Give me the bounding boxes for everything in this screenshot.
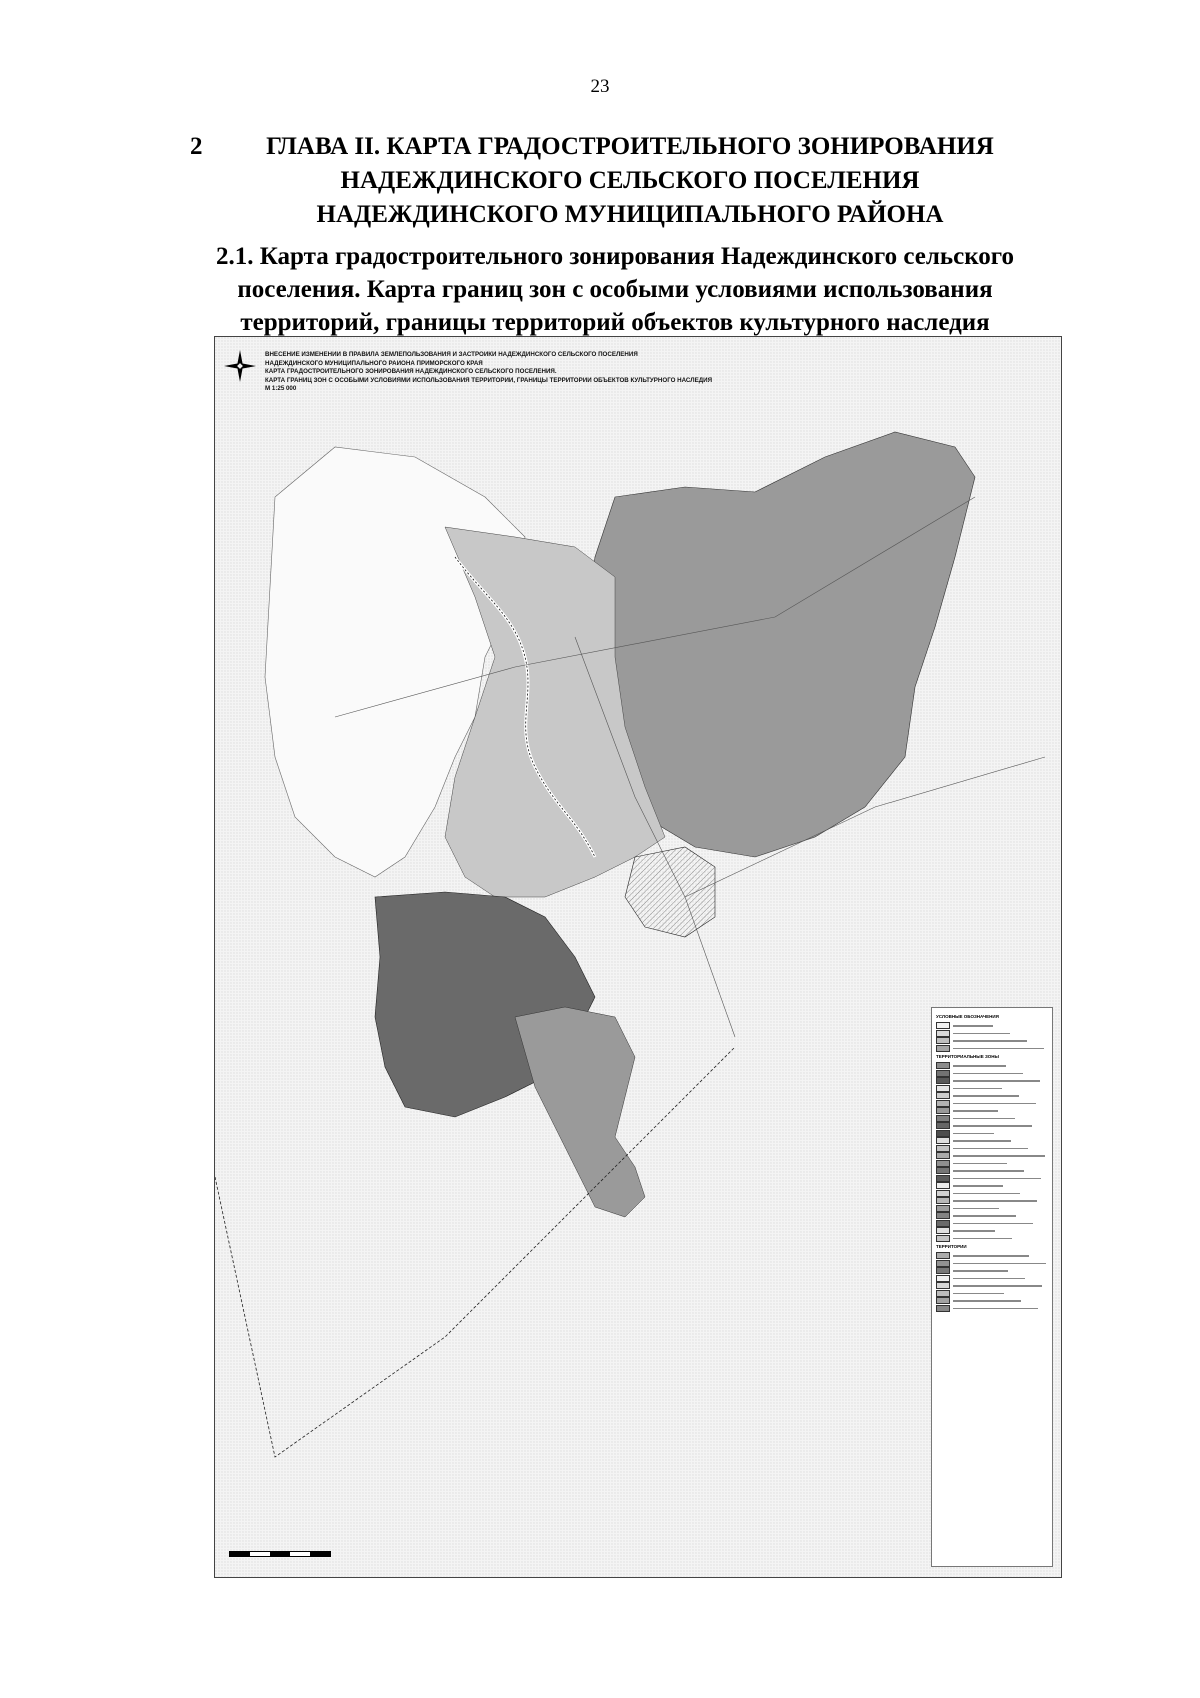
legend-item <box>936 1205 1048 1213</box>
legend-swatch <box>936 1137 950 1144</box>
legend-swatch <box>936 1167 950 1174</box>
legend-label-placeholder <box>953 1193 1020 1195</box>
legend-item <box>936 1297 1048 1305</box>
legend-item <box>936 1145 1048 1153</box>
section-heading <box>150 240 1080 339</box>
legend-heading: ТЕРРИТОРИИ <box>936 1244 967 1249</box>
legend-swatch <box>936 1062 950 1069</box>
legend-swatch <box>936 1282 950 1289</box>
legend-label-placeholder <box>953 1125 1032 1127</box>
legend-label-placeholder <box>953 1223 1033 1225</box>
legend-label-placeholder <box>953 1080 1040 1082</box>
legend-label-placeholder <box>953 1278 1025 1280</box>
legend-item <box>936 1045 1048 1053</box>
legend-swatch <box>936 1260 950 1267</box>
legend-item <box>936 1167 1048 1175</box>
legend-heading: ТЕРРИТОРИАЛЬНЫЕ ЗОНЫ <box>936 1054 999 1059</box>
legend-item <box>936 1085 1048 1093</box>
legend-swatch <box>936 1305 950 1312</box>
legend-swatch <box>936 1130 950 1137</box>
legend-swatch <box>936 1022 950 1029</box>
scale-bar <box>229 1547 329 1569</box>
legend-swatch <box>936 1212 950 1219</box>
legend-swatch <box>936 1227 950 1234</box>
legend-label-placeholder <box>953 1185 1003 1187</box>
legend-label-placeholder <box>953 1133 994 1135</box>
legend-item <box>936 1260 1048 1268</box>
legend-item <box>936 1115 1048 1123</box>
legend-swatch <box>936 1275 950 1282</box>
chapter-number: 2 <box>190 133 203 160</box>
legend-item <box>936 1077 1048 1085</box>
legend-swatch <box>936 1100 950 1107</box>
legend-item <box>936 1030 1048 1038</box>
map-title-line: ВНЕСЕНИЕ ИЗМЕНЕНИЙ В ПРАВИЛА ЗЕМЛЕПОЛЬЗОВАНИЯ И ЗАСТРОЙКИ НАДЕЖДИНСКОГО СЕЛЬСКОГО ПОСЕЛЕНИЯ <box>265 351 638 358</box>
legend-swatch <box>936 1197 950 1204</box>
map-title-line: КАРТА ГРАНИЦ ЗОН С ОСОБЫМИ УСЛОВИЯМИ ИСПОЛЬЗОВАНИЯ ТЕРРИТОРИЙ, ГРАНИЦЫ ТЕРРИТОРИЙ ОБЪЕКТОВ КУЛЬТУРНОГО НАСЛЕДИЯ <box>265 376 713 384</box>
legend-item <box>936 1100 1048 1108</box>
legend-swatch <box>936 1205 950 1212</box>
legend-swatch <box>936 1122 950 1129</box>
section-title-line: 2.1. Карта градостроительного зонирования Надеждинского сельского <box>216 243 1014 270</box>
zoning-map <box>214 336 1062 1578</box>
legend-swatch <box>936 1077 950 1084</box>
legend-label-placeholder <box>953 1308 1038 1310</box>
legend-item <box>936 1037 1048 1045</box>
chapter-title-line: НАДЕЖДИНСКОГО СЕЛЬСКОГО ПОСЕЛЕНИЯ <box>340 167 920 194</box>
legend-swatch <box>936 1297 950 1304</box>
legend-label-placeholder <box>953 1155 1045 1157</box>
legend-label-placeholder <box>953 1048 1044 1050</box>
legend-label-placeholder <box>953 1255 1029 1257</box>
legend-item <box>936 1282 1048 1290</box>
map-legend <box>931 1007 1053 1567</box>
legend-swatch <box>936 1220 950 1227</box>
legend-label-placeholder <box>953 1140 1011 1142</box>
legend-swatch <box>936 1175 950 1182</box>
legend-label-placeholder <box>953 1285 1042 1287</box>
legend-group <box>936 1062 1048 1242</box>
legend-label-placeholder <box>953 1163 1007 1165</box>
legend-label-placeholder <box>953 1073 1023 1075</box>
legend-item <box>936 1062 1048 1070</box>
legend-label-placeholder <box>953 1110 998 1112</box>
legend-swatch <box>936 1152 950 1159</box>
legend-label-placeholder <box>953 1033 1010 1035</box>
legend-item <box>936 1227 1048 1235</box>
legend-label-placeholder <box>953 1293 1004 1295</box>
legend-group <box>936 1252 1048 1312</box>
legend-swatch <box>936 1030 950 1037</box>
legend-swatch <box>936 1092 950 1099</box>
legend-item <box>936 1252 1048 1260</box>
legend-item <box>936 1305 1048 1313</box>
legend-swatch <box>936 1107 950 1114</box>
legend-label-placeholder <box>953 1103 1036 1105</box>
chapter-title-line: НАДЕЖДИНСКОГО МУНИЦИПАЛЬНОГО РАЙОНА <box>316 201 944 228</box>
legend-label-placeholder <box>953 1148 1028 1150</box>
scale-bar-graphic <box>229 1551 331 1557</box>
legend-label-placeholder <box>953 1095 1019 1097</box>
legend-swatch <box>936 1085 950 1092</box>
section-title-line: территорий, границы территорий объектов культурного наследия <box>240 309 990 336</box>
legend-item <box>936 1197 1048 1205</box>
legend-label-placeholder <box>953 1215 1016 1217</box>
legend-item <box>936 1182 1048 1190</box>
legend-swatch <box>936 1037 950 1044</box>
legend-label-placeholder <box>953 1230 995 1232</box>
page-number: 23 <box>590 76 610 97</box>
legend-swatch <box>936 1190 950 1197</box>
map-title-line: М 1:25 000 <box>265 385 297 392</box>
legend-swatch <box>936 1235 950 1242</box>
legend-item <box>936 1212 1048 1220</box>
legend-swatch <box>936 1182 950 1189</box>
legend-item <box>936 1092 1048 1100</box>
legend-label-placeholder <box>953 1208 999 1210</box>
legend-label-placeholder <box>953 1025 993 1027</box>
north-arrow-icon <box>223 349 257 383</box>
legend-swatch <box>936 1267 950 1274</box>
legend-swatch <box>936 1115 950 1122</box>
legend-item <box>936 1290 1048 1298</box>
chapter-title-line: ГЛАВА II. КАРТА ГРАДОСТРОИТЕЛЬНОГО ЗОНИРОВАНИЯ <box>266 133 994 160</box>
legend-item <box>936 1122 1048 1130</box>
legend-label-placeholder <box>953 1040 1027 1042</box>
legend-swatch <box>936 1145 950 1152</box>
legend-label-placeholder <box>953 1200 1037 1202</box>
legend-group <box>936 1022 1048 1052</box>
legend-label-placeholder <box>953 1065 1006 1067</box>
legend-item <box>936 1275 1048 1283</box>
legend-label-placeholder <box>953 1178 1041 1180</box>
legend-item <box>936 1220 1048 1228</box>
map-title-line: КАРТА ГРАДОСТРОИТЕЛЬНОГО ЗОНИРОВАНИЯ НАДЕЖДИНСКОГО СЕЛЬСКОГО ПОСЕЛЕНИЯ. <box>265 368 557 375</box>
map-title-line: НАДЕЖДИНСКОГО МУНИЦИПАЛЬНОГО РАЙОНА ПРИМОРСКОГО КРАЯ <box>265 359 483 367</box>
legend-item <box>936 1107 1048 1115</box>
legend-item <box>936 1070 1048 1078</box>
legend-swatch <box>936 1252 950 1259</box>
legend-item <box>936 1160 1048 1168</box>
legend-swatch <box>936 1045 950 1052</box>
legend-swatch <box>936 1070 950 1077</box>
legend-item <box>936 1022 1048 1030</box>
legend-item <box>936 1190 1048 1198</box>
legend-label-placeholder <box>953 1270 1008 1272</box>
map-title-block <box>265 351 785 394</box>
legend-item <box>936 1175 1048 1183</box>
legend-label-placeholder <box>953 1263 1046 1265</box>
legend-label-placeholder <box>953 1300 1021 1302</box>
legend-item <box>936 1267 1048 1275</box>
section-title-line: поселения. Карта границ зон с особыми условиями использования <box>237 276 993 303</box>
legend-heading: УСЛОВНЫЕ ОБОЗНАЧЕНИЯ <box>936 1014 999 1019</box>
legend-item <box>936 1235 1048 1243</box>
chapter-heading <box>180 130 1080 232</box>
legend-label-placeholder <box>953 1118 1015 1120</box>
legend-label-placeholder <box>953 1170 1024 1172</box>
legend-item <box>936 1130 1048 1138</box>
legend-swatch <box>936 1290 950 1297</box>
legend-item <box>936 1152 1048 1160</box>
legend-label-placeholder <box>953 1238 1012 1240</box>
legend-swatch <box>936 1160 950 1167</box>
legend-item <box>936 1137 1048 1145</box>
legend-label-placeholder <box>953 1088 1002 1090</box>
